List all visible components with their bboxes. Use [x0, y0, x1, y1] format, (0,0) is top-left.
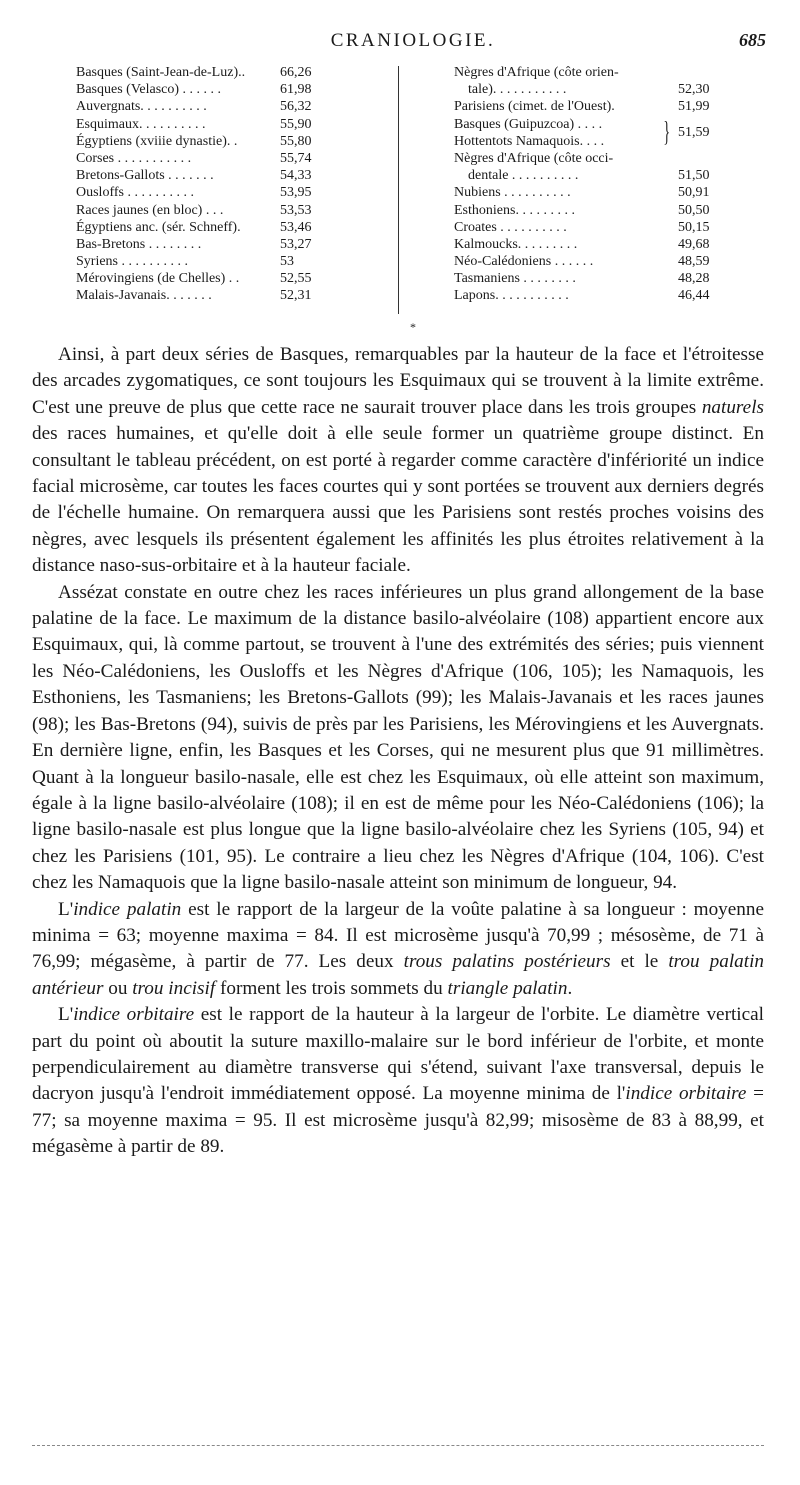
table-row-label: Basques (Guipuzcoa) . . . .: [454, 116, 603, 132]
paragraph: Ainsi, à part deux séries de Basques, remarquables par la hauteur de la face et l'étroitesse des arcades zygomatiques, ce sont toujours les Esquimaux qui se trouvent à la limite extrême. C'est une preuve de plus que cette race ne saurait trouver place dans les trois groupes naturels des races humaines, et qu'elle doit à elle seule former un quatrième groupe distinct. En consultant le tableau précédent, on est porté à regarder comme caractère d'infériorité un indice facial microsème, car toutes les faces courtes qui y sont portées se trouvent aux derniers degrés de l'échelle humaine. On remarquera aussi que les Parisiens sont restés proches voisins des nègres, avec lesquels ils présentent également les affinités les plus étroites relativement à la distance naso-sus-orbitaire et à la hauteur faciale.: [32, 344, 764, 577]
table-row-value: 55,80: [280, 133, 312, 149]
table-row-value: 53,95: [280, 185, 312, 201]
table-left-column: [76, 64, 346, 305]
table-row-label: Nègres d'Afrique (côte occi-: [454, 150, 614, 166]
table-row: [76, 253, 346, 270]
table-row-label: Mérovingiens (de Chelles) . .: [76, 271, 240, 287]
table-row-value: 46,44: [678, 288, 710, 304]
table-row-label: Esquimaux. . . . . . . . . .: [76, 116, 206, 132]
table-row: [76, 116, 346, 133]
table-row-value: 48,28: [678, 271, 710, 287]
table-row-label: Ousloffs . . . . . . . . . .: [76, 185, 194, 201]
table-row-label: Néo-Calédoniens . . . . . .: [454, 254, 594, 270]
table-row-value: 66,26: [280, 65, 312, 80]
table-row-value: 52,31: [280, 288, 312, 304]
table-row-value: 50,91: [678, 185, 710, 201]
page-number: 685: [739, 30, 766, 50]
table-row: [76, 98, 346, 115]
table-row-label: dentale . . . . . . . . . .: [468, 168, 579, 184]
table-row-label: Basques (Saint-Jean-de-Luz)..: [76, 65, 246, 80]
table-row-value: 53: [280, 254, 294, 270]
table-row: [76, 287, 346, 304]
table-row: [454, 133, 764, 150]
table-row: [76, 64, 346, 81]
table-row: [454, 116, 764, 133]
table-row: [76, 133, 346, 150]
table-row-value: 51,50: [678, 168, 710, 184]
table-row-label: Nubiens . . . . . . . . . .: [454, 185, 571, 201]
table-row-value: 56,32: [280, 99, 312, 115]
table-row: [76, 184, 346, 201]
table-row-value: 61,98: [280, 82, 312, 98]
table-row: [76, 219, 346, 236]
table-row: [76, 270, 346, 287]
table-row-label: Syriens . . . . . . . . . .: [76, 254, 188, 270]
table-row-label: Malais-Javanais. . . . . . .: [76, 288, 212, 304]
table-row: [76, 202, 346, 219]
table-row-value: 51,99: [678, 99, 710, 115]
table-row-value: 52,55: [280, 271, 312, 287]
table-row-value: 53,46: [280, 219, 312, 235]
table-row-label: Corses . . . . . . . . . . .: [76, 150, 192, 166]
column-divider: [398, 66, 399, 314]
paragraph: Assézat constate en outre chez les races inférieures un plus grand allongement de la base palatine de la face. Le maximum de la distance basilo-alvéolaire (108) appartient encore aux Esquimaux, qui, là comme partout, se trouvent à l'une des extrémités des séries; puis viennent les Néo-Calédoniens, les Ousloffs et les Nègres d'Afrique (106, 105); les Namaquois, les Esthoniens, les Tasmaniens; les Bretons-Gallots (99); les Malais-Javanais et les races jaunes (98); les Bas-Bretons (94), suivis de près par les Parisiens, les Mérovingiens et les Auvergnats. En dernière ligne, enfin, les Basques et les Corses, qui ne mesurent plus que 91 millimètres. Quant à la longueur basilo-nasale, elle est chez les Esquimaux, où elle atteint son maximum, égale à la ligne basilo-alvéolaire (108); il en est de même pour les Néo-Calédoniens (106); la ligne basilo-nasale est plus longue que la ligne basilo-alvéolaire chez les Syriens (105, 94) et chez les Parisiens (101, 95). Le contraire a lieu chez les Nègres d'Afrique (104, 106). C'est chez les Namaquois que la ligne basilo-nasale atteint son minimum de longueur, 94.: [32, 581, 764, 894]
table-row-value: 54,33: [280, 168, 312, 184]
table-row: [454, 219, 764, 236]
paragraph: L'indice orbitaire est le rapport de la hauteur à la largeur de l'orbite. Le diamètre vertical part du point où aboutit la suture maxillo-malaire sur le bord inférieur de l'orbite, et monte perpendiculairement au diamètre transverse qui s'étend, suivant l'axe transversal, depuis le dacryon jusqu'à l'endroit immédiatement opposé. La moyenne minima de l'indice orbitaire = 77; sa moyenne maxima = 95. Il est microsème jusqu'à 82,99; misosème de 83 à 88,99, et mégasème à partir de 89.: [32, 1004, 764, 1158]
table-row: [454, 202, 764, 219]
table-row-value: 50,50: [678, 202, 710, 218]
table-row-label: Parisiens (cimet. de l'Ouest).: [454, 99, 615, 115]
facial-index-table: [76, 64, 766, 320]
footer-rule: [32, 1445, 764, 1446]
braced-row-group: [454, 116, 764, 150]
table-row: [76, 236, 346, 253]
table-row-value: 51,59: [678, 124, 710, 140]
table-row-value: 53,53: [280, 202, 312, 218]
table-row-label: tale). . . . . . . . . . .: [468, 82, 567, 98]
table-row: [454, 184, 764, 201]
table-row: [76, 81, 346, 98]
table-row-label: Lapons. . . . . . . . . . .: [454, 288, 569, 304]
brace-mark: }: [663, 116, 671, 148]
table-row: [454, 150, 764, 167]
table-row-label: Croates . . . . . . . . . .: [454, 219, 567, 235]
table-row: [76, 150, 346, 167]
table-row-label: Nègres d'Afrique (côte orien-: [454, 65, 619, 80]
table-row-label: Basques (Velasco) . . . . . .: [76, 82, 222, 98]
table-row-label: Hottentots Namaquois. . . .: [454, 133, 605, 149]
table-row: [454, 167, 764, 184]
page-header: [60, 30, 766, 58]
table-row-value: 53,27: [280, 236, 312, 252]
table-row-label: Races jaunes (en bloc) . . .: [76, 202, 224, 218]
table-row: [454, 270, 764, 287]
table-row-value: 48,59: [678, 254, 710, 270]
table-row-value: 49,68: [678, 236, 710, 252]
table-row: [454, 98, 764, 115]
table-row: [454, 253, 764, 270]
table-row: [454, 64, 764, 81]
table-row-value: 52,30: [678, 82, 710, 98]
table-row-label: Kalmoucks. . . . . . . . .: [454, 236, 578, 252]
table-row: [454, 287, 764, 304]
table-row-label: Bas-Bretons . . . . . . . .: [76, 236, 202, 252]
table-row-value: 55,90: [280, 116, 312, 132]
table-row-label: Esthoniens. . . . . . . . .: [454, 202, 575, 218]
table-row-label: Égyptiens anc. (sér. Schneff).: [76, 219, 241, 235]
table-right-column: [454, 64, 764, 305]
table-row: [454, 81, 764, 98]
table-row-value: 55,74: [280, 150, 312, 166]
separator-mark: *: [410, 320, 416, 334]
table-row-label: Auvergnats. . . . . . . . . .: [76, 99, 207, 115]
table-row-value: 50,15: [678, 219, 710, 235]
table-row-label: Égyptiens (xviiie dynastie). .: [76, 133, 238, 149]
paragraph: L'indice palatin est le rapport de la largeur de la voûte palatine à sa longueur : moyenne minima = 63; moyenne maxima = 84. Il est microsème jusqu'à 70,99 ; mésosème, de 71 à 76,99; mégasème, à partir de 77. Les deux trous palatins postérieurs et le trou palatin antérieur ou trou incisif forment les trois sommets du triangle palatin.: [32, 898, 765, 999]
body-text: [32, 342, 764, 1161]
table-row-label: Tasmaniens . . . . . . . .: [454, 271, 576, 287]
table-row: [454, 236, 764, 253]
table-row-label: Bretons-Gallots . . . . . . .: [76, 168, 214, 184]
table-row: [76, 167, 346, 184]
running-title: CRANIOLOGIE.: [330, 30, 496, 51]
